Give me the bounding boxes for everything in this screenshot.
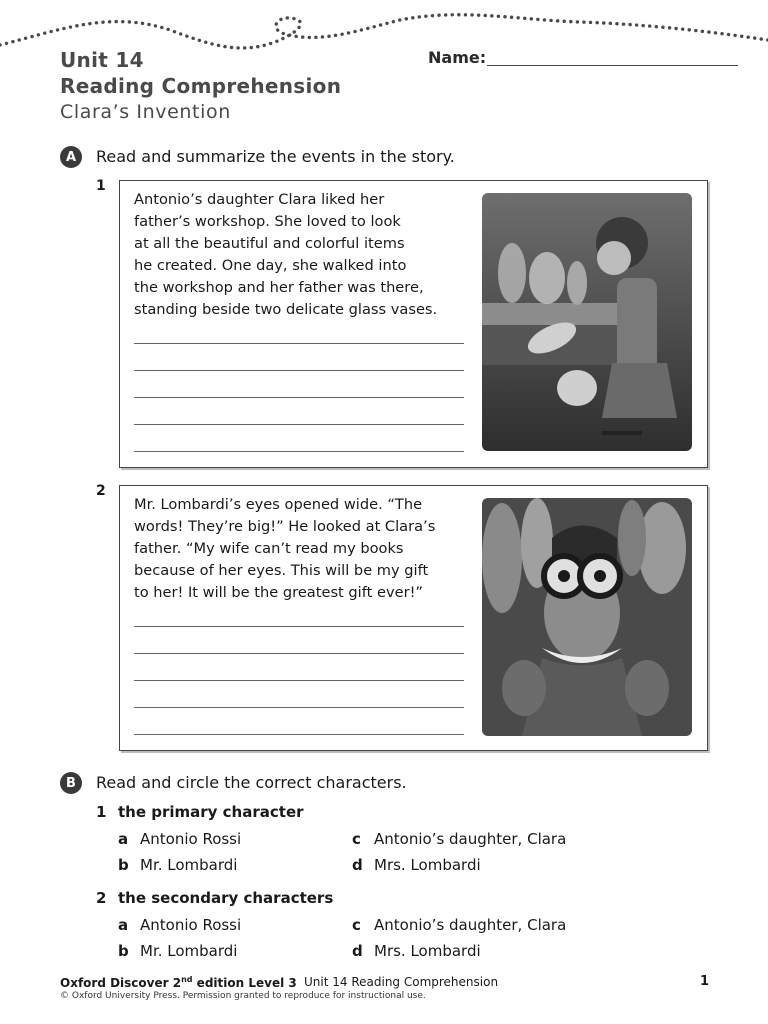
- summary-writing-line[interactable]: [134, 734, 464, 735]
- story-2-line: Mr. Lombardi’s eyes opened wide. “The: [134, 496, 423, 513]
- footer-brand-prefix: Oxford Discover 2: [60, 976, 182, 990]
- copyright-notice: © Oxford University Press. Permission granted to reproduce for instructional use.: [60, 991, 426, 1001]
- summary-writing-line[interactable]: [134, 707, 464, 708]
- footer-brand: [60, 975, 297, 990]
- section-b-badge: B: [60, 772, 82, 794]
- story-title: Clara’s Invention: [60, 101, 231, 123]
- item-1-number: 1: [96, 178, 106, 194]
- story-1-line: Antonio’s daughter Clara liked her: [134, 191, 385, 208]
- story-1-line: standing beside two delicate glass vases.: [134, 301, 438, 318]
- option-letter: a: [118, 830, 129, 848]
- answer-option[interactable]: Antonio Rossi: [140, 830, 242, 848]
- summary-writing-line[interactable]: [134, 424, 464, 425]
- question-1-prompt: the primary character: [118, 803, 304, 821]
- summary-writing-line[interactable]: [134, 451, 464, 452]
- story-text-1: [134, 189, 464, 321]
- page-number: 1: [700, 974, 710, 989]
- name-field-line[interactable]: [487, 65, 738, 66]
- footer-brand-ordinal: nd: [181, 975, 193, 984]
- answer-option[interactable]: Mrs. Lombardi: [374, 942, 481, 960]
- unit-title: Unit 14: [60, 48, 144, 72]
- answer-option[interactable]: Antonio’s daughter, Clara: [374, 830, 567, 848]
- story-2-line: father. “My wife can’t read my books: [134, 540, 404, 557]
- answer-option[interactable]: Mrs. Lombardi: [374, 856, 481, 874]
- worksheet-title: Reading Comprehension: [60, 74, 342, 98]
- item-2-number: 2: [96, 483, 106, 499]
- question-2-prompt: the secondary characters: [118, 889, 334, 907]
- answer-option[interactable]: Antonio Rossi: [140, 916, 242, 934]
- section-b-instruction: Read and circle the correct characters.: [96, 773, 407, 792]
- option-letter: d: [352, 856, 363, 874]
- story-1-line: at all the beautiful and colorful items: [134, 235, 405, 252]
- footer-unit-label: Unit 14 Reading Comprehension: [304, 975, 499, 989]
- summary-writing-line[interactable]: [134, 653, 464, 654]
- answer-option[interactable]: Mr. Lombardi: [140, 942, 238, 960]
- summary-writing-line[interactable]: [134, 626, 464, 627]
- question-1-number: 1: [96, 803, 107, 821]
- story-1-line: father’s workshop. She loved to look: [134, 213, 401, 230]
- name-label: Name:: [428, 48, 487, 67]
- story-2-line: because of her eyes. This will be my gift: [134, 562, 429, 579]
- story-1-line: he created. One day, she walked into: [134, 257, 407, 274]
- summary-writing-line[interactable]: [134, 370, 464, 371]
- section-a-badge: A: [60, 146, 82, 168]
- summary-writing-line[interactable]: [134, 397, 464, 398]
- story-1-line: the workshop and her father was there,: [134, 279, 424, 296]
- option-letter: d: [352, 942, 363, 960]
- summary-writing-line[interactable]: [134, 680, 464, 681]
- story-2-line: words! They’re big!” He looked at Clara’s: [134, 518, 436, 535]
- section-a-instruction: Read and summarize the events in the story.: [96, 147, 455, 166]
- mr-lombardi-glasses-illustration: [482, 498, 692, 736]
- answer-option[interactable]: Mr. Lombardi: [140, 856, 238, 874]
- answer-option[interactable]: Antonio’s daughter, Clara: [374, 916, 567, 934]
- summary-writing-line[interactable]: [134, 343, 464, 344]
- question-2-number: 2: [96, 889, 107, 907]
- story-text-2: [134, 494, 464, 604]
- option-letter: c: [352, 830, 361, 848]
- footer-brand-suffix: edition Level 3: [192, 976, 297, 990]
- story-2-line: to her! It will be the greatest gift ever!”: [134, 584, 423, 601]
- option-letter: b: [118, 942, 129, 960]
- option-letter: b: [118, 856, 129, 874]
- option-letter: c: [352, 916, 361, 934]
- clara-workshop-illustration: [482, 193, 692, 451]
- option-letter: a: [118, 916, 129, 934]
